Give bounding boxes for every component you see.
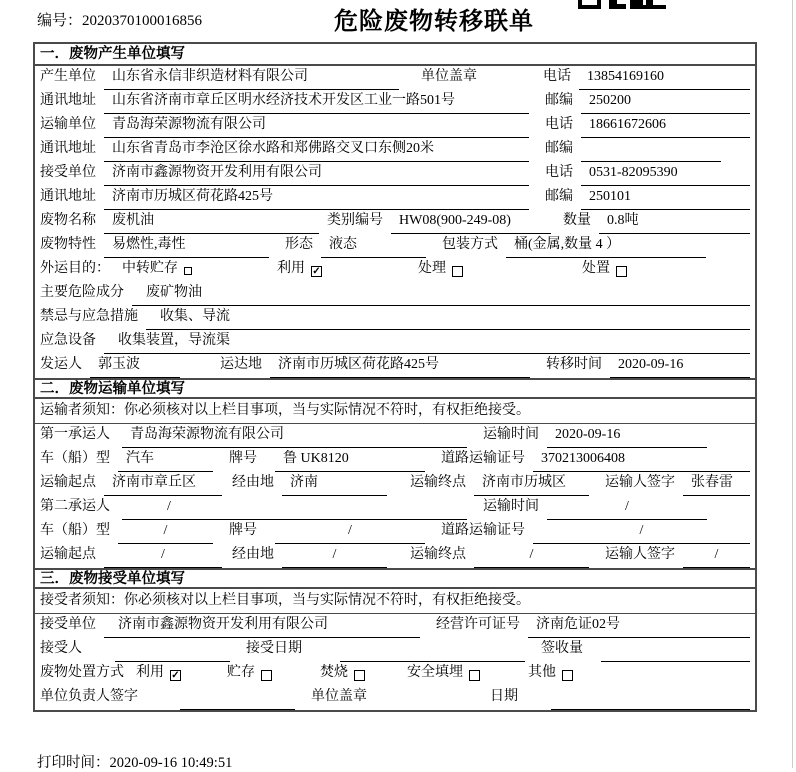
transporter-address-value: 山东省青岛市李沧区徐水路和郑佛路交叉口东侧20米 [104, 138, 529, 162]
plate1-value: 鲁 UK8120 [275, 448, 425, 472]
sign-qty-label: 签收量 [541, 641, 583, 656]
carrier1-value: 青岛海荣源物流有限公司 [122, 424, 467, 448]
destination-value: 济南市历城区荷花路425号 [270, 354, 530, 378]
route1-row [35, 472, 755, 496]
via2-value: / [282, 544, 387, 568]
print-time-value: 2020-09-16 10:49:51 [109, 755, 233, 771]
section-1-header: 一．废物产生单位填写 [35, 44, 755, 66]
acceptor-label: 接受人 [40, 641, 82, 656]
phone-label: 电话 [545, 117, 573, 132]
disposal-burn-checkbox [354, 670, 365, 681]
producer-address-value: 山东省济南市章丘区明水经济技术开发区工业一路501号 [104, 90, 529, 114]
form-value: 液态 [321, 234, 426, 258]
vehicle2-value: / [118, 520, 213, 544]
producer-value: 山东省永信非织造材料有限公司 [104, 66, 399, 90]
via1-value: 济南 [282, 472, 387, 496]
transporter-zip-value [581, 138, 721, 162]
zip-label: 邮编 [545, 93, 573, 108]
sign-qty-value [601, 638, 750, 662]
purpose-transfer-label: 中转贮存 [122, 261, 178, 276]
transport-time-label: 运输时间 [483, 499, 539, 514]
origin-label: 运输起点 [40, 547, 96, 562]
via-label: 经由地 [232, 547, 274, 562]
road-license-label: 道路运输证号 [441, 523, 525, 538]
sign2-value: / [683, 544, 750, 568]
permit-value: 济南危证02号 [528, 614, 750, 638]
disposal-row [35, 662, 755, 686]
end-label: 运输终点 [410, 475, 466, 490]
accept-unit-row [35, 614, 755, 638]
transporter-label: 运输单位 [40, 117, 96, 132]
purpose-treat-label: 处理 [418, 261, 446, 276]
end1-value: 济南市历城区 [474, 472, 589, 496]
disposal-burn-label: 焚烧 [320, 665, 348, 680]
head-sign-label: 单位负责人签字 [40, 689, 138, 704]
purpose-dispose-checkbox [616, 266, 627, 277]
waste-name-value: 废机油 [104, 210, 319, 234]
receiver-zip-value: 250101 [581, 186, 750, 210]
carrier1-row [35, 424, 755, 448]
receiver-phone-value: 0531-82095390 [581, 162, 750, 186]
character-label: 废物特性 [40, 237, 96, 252]
disposal-store-checkbox [261, 670, 272, 681]
accept-unit-label: 接受单位 [40, 617, 96, 632]
hazard-row [35, 282, 755, 306]
disposal-landfill-checkbox [469, 670, 480, 681]
phone-label: 电话 [543, 69, 571, 84]
carrier2-value: / [122, 496, 467, 520]
print-time-label: 打印时间： [37, 755, 110, 771]
acceptor-value [115, 638, 230, 662]
shipper-row [35, 354, 755, 378]
precaution-label: 禁忌与应急措施 [40, 309, 138, 324]
purpose-use-checkbox: ✓ [312, 265, 321, 277]
equipment-label: 应急设备 [40, 333, 96, 348]
purpose-use-label: 利用 [277, 261, 305, 276]
manifest-form [33, 42, 757, 712]
waste-name-label: 废物名称 [40, 213, 96, 228]
hazard-value: 废矿物油 [132, 282, 750, 306]
waste-character-row [35, 234, 755, 258]
vehicle-type-label: 车（船）型 [40, 523, 110, 538]
license1-value: 370213006408 [533, 448, 750, 472]
shipper-value: 郭玉波 [90, 354, 180, 378]
receiver-row [35, 162, 755, 186]
sign1-value: 张春雷 [683, 472, 750, 496]
transfer-time-value: 2020-09-16 [610, 354, 750, 378]
disposal-use-checkbox: ✓ [171, 669, 180, 681]
purpose-dispose-label: 处置 [582, 261, 610, 276]
carrier1-label: 第一承运人 [40, 427, 110, 442]
carrier-sign-label: 运输人签字 [605, 475, 675, 490]
head-sign-row [35, 686, 755, 710]
date-label: 日期 [490, 689, 518, 704]
category-value: HW08(900-249-08) [391, 210, 551, 234]
receiver-address-row [35, 186, 755, 210]
producer-zip-value: 250200 [581, 90, 750, 114]
acceptor-row [35, 638, 755, 662]
transport-time-label: 运输时间 [483, 427, 539, 442]
purpose-row [35, 258, 755, 282]
license2-value: / [533, 520, 750, 544]
zip-label: 邮编 [545, 189, 573, 204]
section-2-header: 二．废物运输单位填写 [35, 378, 755, 399]
carrier1-time-value: 2020-09-16 [547, 424, 707, 448]
address-label: 通讯地址 [40, 93, 96, 108]
date-value [551, 686, 750, 710]
purpose-transfer-checkbox [184, 267, 192, 275]
serial-label: 编号： [37, 13, 83, 29]
receiver-address-value: 济南市历城区荷花路425号 [104, 186, 529, 210]
vehicle1-row [35, 448, 755, 472]
accept-date-label: 接受日期 [246, 641, 302, 656]
purpose-treat-checkbox [452, 266, 463, 277]
packing-label: 包装方式 [442, 237, 498, 252]
carrier2-time-value: / [547, 496, 707, 520]
producer-phone-value: 13854169160 [579, 66, 750, 90]
print-time [37, 751, 232, 772]
receiver-value: 济南市鑫源物资开发利用有限公司 [104, 162, 529, 186]
section-3-header: 三．废物接受单位填写 [35, 568, 755, 589]
document-title: 危险废物转移联单 [334, 9, 534, 35]
transporter-address-row [35, 138, 755, 162]
origin1-value: 济南市章丘区 [104, 472, 222, 496]
quantity-label: 数量 [563, 213, 591, 228]
packing-value: 桶(金属,数量 4 ） [506, 234, 706, 258]
address-label: 通讯地址 [40, 141, 96, 156]
serial-number [37, 9, 202, 30]
via-label: 经由地 [232, 475, 274, 490]
transporter-row [35, 114, 755, 138]
category-label: 类别编号 [327, 213, 383, 228]
carrier2-row [35, 496, 755, 520]
transfer-time-label: 转移时间 [546, 357, 602, 372]
origin-label: 运输起点 [40, 475, 96, 490]
plate2-value: / [275, 520, 425, 544]
carrier2-label: 第二承运人 [40, 499, 110, 514]
permit-label: 经营许可证号 [436, 617, 520, 632]
destination-label: 运达地 [220, 357, 262, 372]
purpose-label: 外运目的： [40, 261, 110, 276]
carrier-sign-label: 运输人签字 [605, 547, 675, 562]
page-right-edge [792, 0, 793, 768]
end2-value: / [474, 544, 589, 568]
vehicle-type-label: 车（船）型 [40, 451, 110, 466]
hazard-label: 主要危险成分 [40, 285, 124, 300]
vehicle2-row [35, 520, 755, 544]
address-label: 通讯地址 [40, 189, 96, 204]
route2-row [35, 544, 755, 568]
serial-value: 2020370100016856 [82, 13, 203, 29]
transporter-notice: 运输者须知：你必须核对以上栏目事项，当与实际情况不符时，有权拒绝接受。 [35, 399, 755, 424]
transporter-phone-value: 18661672606 [581, 114, 750, 138]
vehicle1-value: 汽车 [118, 448, 213, 472]
waste-name-row [35, 210, 755, 234]
transporter-value: 青岛海荣源物流有限公司 [104, 114, 529, 138]
end-label: 运输终点 [410, 547, 466, 562]
origin2-value: / [104, 544, 222, 568]
head-sign-value [180, 686, 295, 710]
unit-seal-label: 单位盖章 [421, 69, 477, 84]
accept-unit-value: 济南市鑫源物资开发利用有限公司 [104, 614, 420, 638]
quantity-value: 0.8吨 [599, 210, 750, 234]
plate-label: 牌号 [229, 451, 257, 466]
disposal-store-label: 贮存 [227, 665, 255, 680]
plate-label: 牌号 [229, 523, 257, 538]
precaution-value: 收集、导流 [146, 306, 750, 330]
producer-address-row [35, 90, 755, 114]
character-value: 易燃性,毒性 [104, 234, 269, 258]
disposal-landfill-label: 安全填埋 [407, 665, 463, 680]
qr-code-fragment [578, 0, 666, 10]
producer-label: 产生单位 [40, 69, 96, 84]
disposal-other-label: 其他 [528, 665, 556, 680]
road-license-label: 道路运输证号 [441, 451, 525, 466]
receiver-label: 接受单位 [40, 165, 96, 180]
shipper-label: 发运人 [40, 357, 82, 372]
equipment-value: 收集装置，导流渠 [104, 330, 750, 354]
disposal-other-checkbox [562, 670, 573, 681]
accept-date-value [340, 638, 525, 662]
zip-label: 邮编 [545, 141, 573, 156]
phone-label: 电话 [545, 165, 573, 180]
receiver-notice: 接受者须知：你必须核对以上栏目事项，当与实际情况不符时，有权拒绝接受。 [35, 589, 755, 614]
equipment-row [35, 330, 755, 354]
precaution-row [35, 306, 755, 330]
form-label: 形态 [285, 237, 313, 252]
producer-row [35, 66, 755, 90]
disposal-label: 废物处置方式 [40, 665, 124, 680]
disposal-use-label: 利用 [136, 665, 164, 680]
unit-seal-label: 单位盖章 [311, 689, 367, 704]
